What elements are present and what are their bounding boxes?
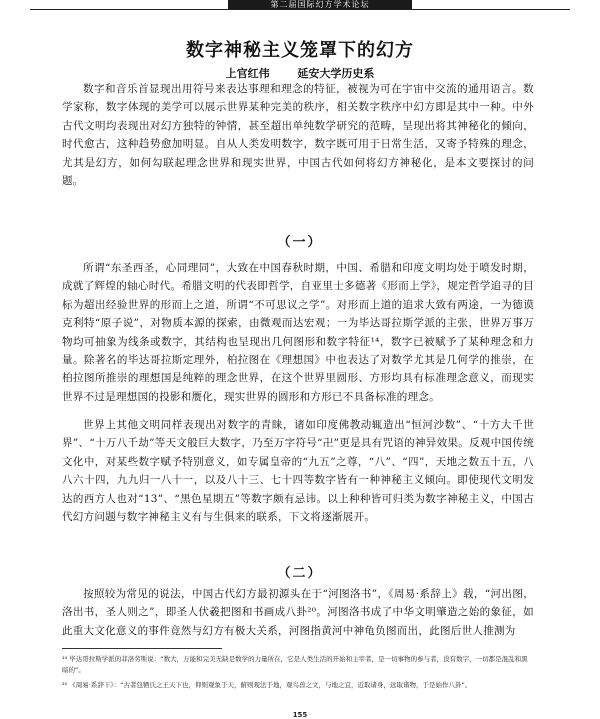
running-header: 第二届国际幻方学术论坛: [228, 0, 412, 9]
section-heading-1: （一）: [277, 235, 323, 250]
footnote-1: ¹⁴ 毕达哥拉斯学派的菲洛劳斯说：“数大，万能和完美无缺是数学的力量所在，它是人类生活的开始和主宰者，是一切事物的参与者，没有数字，一切都是混乱和黑暗的”。: [62, 655, 528, 674]
footnote-rule: [62, 648, 222, 649]
section2-paragraph-1: 按照较为常见的说法，中国古代幻方最初源头在于“河图洛书”，《周易·系辞上》载，“河出图，洛出书，圣人则之”，即圣人伏羲把图和书画成八卦²⁰。河图洛书成了中华文明肇造之始的象征，如此重大文化意义的事件竟然与幻方有极大关系，河图指黄河中神龟负图而出，此图后世人推测为: [62, 588, 534, 637]
section1-paragraph-2: 世界上其他文明同样表现出对数字的青睐，诸如印度佛教动辄造出“恒河沙数”、“十方大千世界”、“十万八千劫”等天文般巨大数字，乃至万字符号“卍”更是具有咒语的神异效果。反观中国传统文化中，对某些数字赋予特别意义，如专属皇帝的“九五”之尊，“八”、“四”，天地之数五十五，八八六十四，九九归一八十一，以及八十三、七十四等数字皆有一种神秘主义倾向。即使现代文明发达的西方人也对“13”、“黑色星期五”等数字颇有忌讳。以上种种皆可归类为数字神秘主义，中国古代幻方问题与数字神秘主义有与生俱来的联系，下文将逐渐展开。: [62, 419, 534, 524]
byline: [0, 65, 600, 81]
section1-paragraph-1: 所谓“东圣西圣，心同理同”，大致在中国春秋时期，中国、希腊和印度文明均处于喷发时期，成就了辉煌的轴心时代。希腊文明的代表即哲学，自亚里士多德著《形而上学》，规定哲学追寻的目标为超出经验世界的形而上之道，所谓“不可思议之学”。对形而上道的追求大致有两途，一为德谟克利特“原子说”，对物质本源的探索，由微观而达宏观；一为毕达哥拉斯学派的主张，世界万事万物均可抽象为线条或数字，其结构也呈现出几何图形和数字特征¹⁴，数字已被赋予了某种理念和力量。除著名的毕达哥拉斯定理外，柏拉图在《理想国》中也表达了对数学尤其是几何学的推崇，在柏拉图所推崇的理想国是纯粹的理念世界，在这个世界里圆形、方形均具有标准理念意义，而现实世界不过是理想国的投影和赝化，现实世界的圆形和方形已不具备标准的理念。: [62, 262, 534, 403]
footnote-2: ²⁰ 《周易·系辞下》：“古者包牺氏之王天下也，仰则观象于天，俯则观法于地，观鸟兽之文，与地之宜，近取诸身，远取诸物，于是始作八卦”。: [62, 681, 472, 689]
abstract-paragraph: 数字和音乐首显现出用符号来表达事理和理念的特征，被视为可在宇宙中交流的通用语言。数学家称，数字体现的美学可以展示世界某种完美的秩序，相关数字秩序中幻方即是其中一种。中外古代文明均表现出对幻方独特的钟情，甚至超出单纯数学研究的范畴，呈现出将其神秘化的倾向，时代愈古，这种趋势愈加明显。自从人类发明数字，数字既可用于日常生活，又寄予特殊的理念，尤其是幻方，如何勾联起理念世界和现实世界，中国古代如何将幻方神秘化，是本文要探讨的问题。: [62, 83, 534, 188]
author-affiliation: 延安大学历史系: [297, 67, 375, 80]
page-number: 155: [292, 711, 308, 719]
author-name: 上官红伟: [225, 67, 270, 80]
article-title: 数字神秘主义笼罩下的幻方: [186, 40, 414, 61]
section-heading-2: （二）: [277, 566, 323, 581]
